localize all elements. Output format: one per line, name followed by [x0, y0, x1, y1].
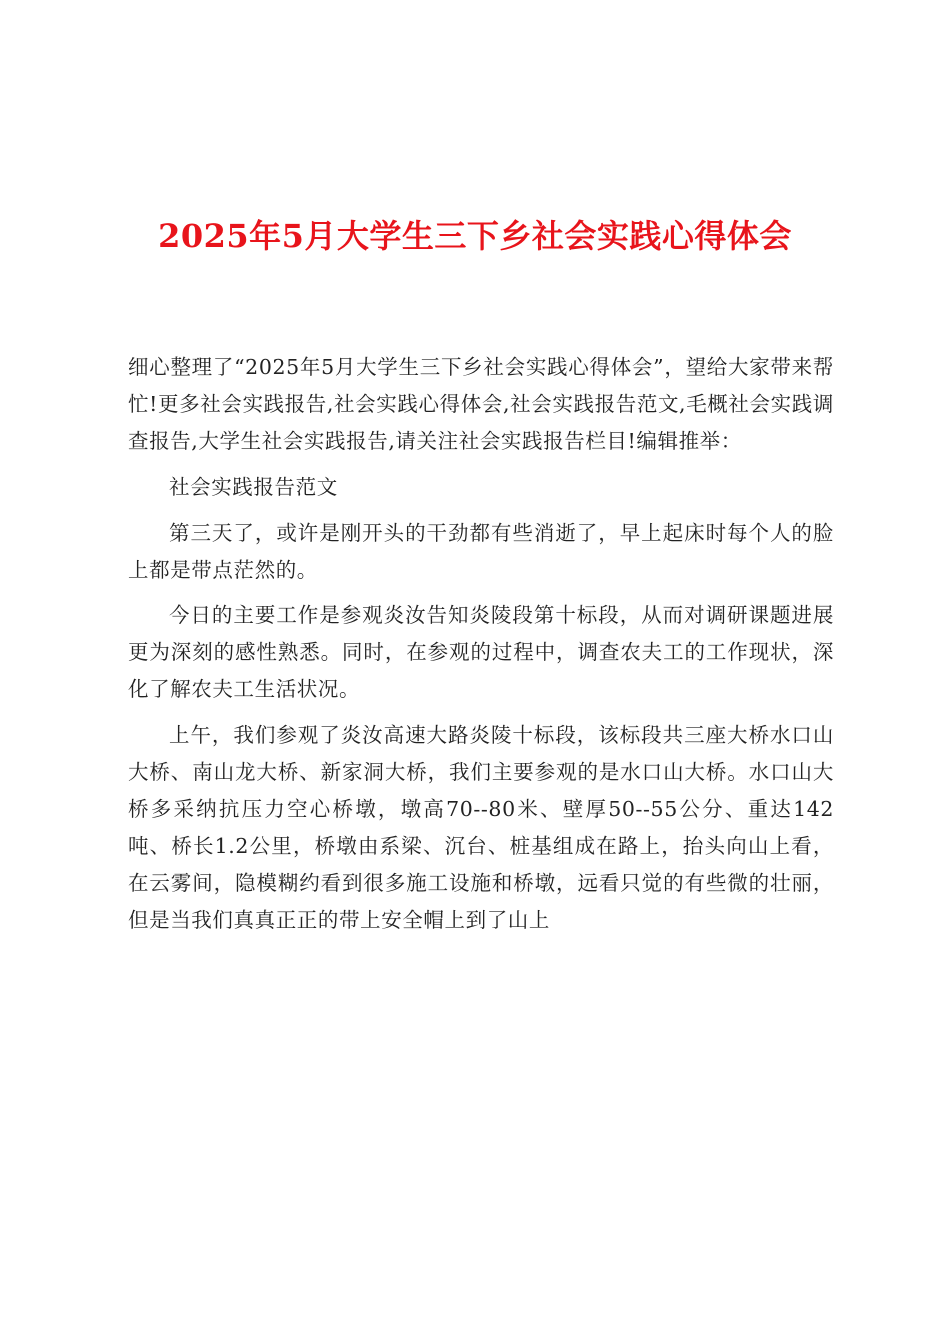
document-title: 2025年5月大学生三下乡社会实践心得体会: [158, 217, 792, 255]
body-paragraph: 今日的主要工作是参观炎汝告知炎陵段第十标段，从而对调研课题进展更为深刻的感性熟悉。同时，在参观的过程中，调查农夫工的工作现状，深化了解农夫工生活状况。: [128, 603, 834, 702]
intro-paragraph: 细心整理了“2025年5月大学生三下乡社会实践心得体会”，望给大家带来帮忙!更多社会实践报告,社会实践心得体会,社会实践报告范文,毛概社会实践调查报告,大学生社会实践报告,请关注社会实践报告栏目!编辑推举：: [128, 355, 834, 453]
document-body: [128, 349, 834, 948]
body-paragraph: 上午，我们参观了炎汝高速大路炎陵十标段，该标段共三座大桥水口山大桥、南山龙大桥、新家洞大桥，我们主要参观的是水口山大桥。水口山大桥多采纳抗压力空心桥墩，墩高70--80米、壁厚50--55公分、重达142吨、桥长1.2公里，桥墩由系梁、沉台、桩基组成在路上，抬头向山上看，在云雾间，隐模糊约看到很多施工设施和桥墩，远看只觉的有些微的壮丽，但是当我们真真正正的带上安全帽上到了山上: [128, 723, 834, 932]
section-heading: 社会实践报告范文: [169, 474, 338, 499]
body-paragraph: 第三天了，或许是刚开头的干劲都有些消逝了，早上起床时每个人的脸上都是带点茫然的。: [128, 520, 834, 582]
